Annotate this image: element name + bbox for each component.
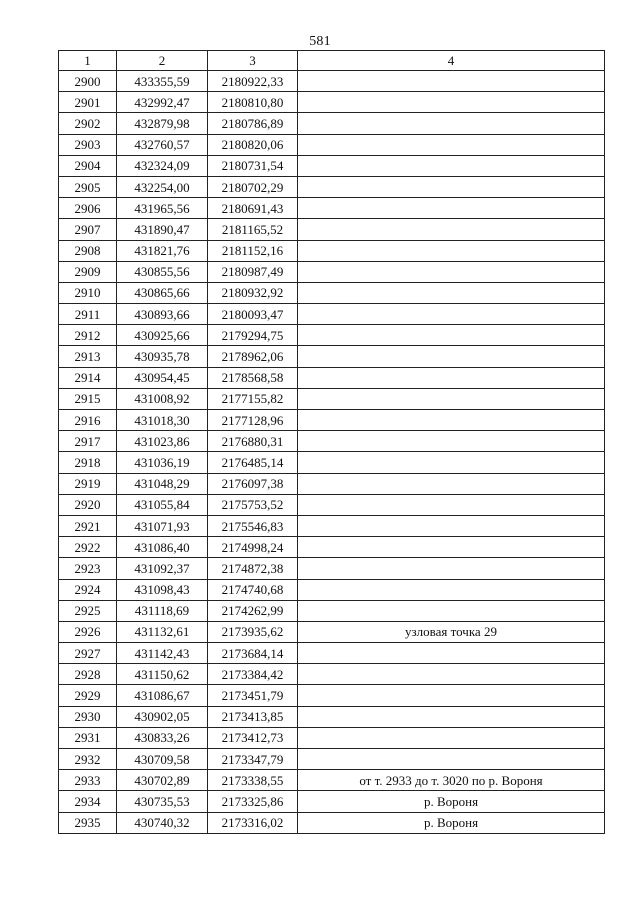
note-cell: [298, 410, 605, 431]
point-number-cell: 2930: [59, 706, 117, 727]
note-cell: [298, 261, 605, 282]
y-coordinate-cell: 2175546,83: [208, 515, 298, 536]
table-row: [59, 558, 605, 579]
x-coordinate-cell: 431142,43: [117, 643, 208, 664]
note-cell: от т. 2933 до т. 3020 по р. Вороня: [298, 770, 605, 791]
note-cell: [298, 219, 605, 240]
point-number-cell: 2913: [59, 346, 117, 367]
point-number-cell: 2934: [59, 791, 117, 812]
y-coordinate-cell: 2176097,38: [208, 473, 298, 494]
y-coordinate-cell: 2173412,73: [208, 727, 298, 748]
point-number-cell: 2911: [59, 304, 117, 325]
y-coordinate-cell: 2179294,75: [208, 325, 298, 346]
x-coordinate-cell: 431086,40: [117, 537, 208, 558]
note-cell: [298, 176, 605, 197]
table-row: [59, 388, 605, 409]
point-number-cell: 2931: [59, 727, 117, 748]
table-row: [59, 113, 605, 134]
x-coordinate-cell: 432992,47: [117, 92, 208, 113]
point-number-cell: 2935: [59, 812, 117, 833]
x-coordinate-cell: 431071,93: [117, 515, 208, 536]
note-cell: [298, 240, 605, 261]
header-row: [59, 51, 605, 71]
y-coordinate-cell: 2173347,79: [208, 749, 298, 770]
x-coordinate-cell: 431098,43: [117, 579, 208, 600]
x-coordinate-cell: 430865,66: [117, 282, 208, 303]
table-row: [59, 770, 605, 791]
table-row: [59, 452, 605, 473]
note-cell: [298, 346, 605, 367]
point-number-cell: 2908: [59, 240, 117, 261]
note-cell: [298, 685, 605, 706]
note-cell: [298, 304, 605, 325]
note-cell: [298, 558, 605, 579]
x-coordinate-cell: 430702,89: [117, 770, 208, 791]
y-coordinate-cell: 2173325,86: [208, 791, 298, 812]
point-number-cell: 2932: [59, 749, 117, 770]
note-cell: [298, 367, 605, 388]
point-number-cell: 2902: [59, 113, 117, 134]
table-row: [59, 304, 605, 325]
coordinates-table: [58, 50, 605, 834]
x-coordinate-cell: 431048,29: [117, 473, 208, 494]
note-cell: [298, 600, 605, 621]
y-coordinate-cell: 2178962,06: [208, 346, 298, 367]
note-cell: [298, 727, 605, 748]
note-cell: [298, 515, 605, 536]
table-row: [59, 410, 605, 431]
x-coordinate-cell: 431018,30: [117, 410, 208, 431]
y-coordinate-cell: 2176485,14: [208, 452, 298, 473]
y-coordinate-cell: 2173316,02: [208, 812, 298, 833]
table-row: [59, 706, 605, 727]
column-header-3: 3: [208, 51, 298, 71]
point-number-cell: 2933: [59, 770, 117, 791]
table-row: [59, 621, 605, 642]
note-cell: [298, 706, 605, 727]
table-row: [59, 219, 605, 240]
y-coordinate-cell: 2180691,43: [208, 198, 298, 219]
x-coordinate-cell: 432879,98: [117, 113, 208, 134]
y-coordinate-cell: 2177128,96: [208, 410, 298, 431]
note-cell: р. Вороня: [298, 791, 605, 812]
note-cell: [298, 431, 605, 452]
column-header-2: 2: [117, 51, 208, 71]
x-coordinate-cell: 430925,66: [117, 325, 208, 346]
note-cell: [298, 71, 605, 92]
y-coordinate-cell: 2178568,58: [208, 367, 298, 388]
table-row: [59, 727, 605, 748]
y-coordinate-cell: 2174998,24: [208, 537, 298, 558]
point-number-cell: 2917: [59, 431, 117, 452]
point-number-cell: 2920: [59, 494, 117, 515]
note-cell: узловая точка 29: [298, 621, 605, 642]
note-cell: [298, 664, 605, 685]
x-coordinate-cell: 430893,66: [117, 304, 208, 325]
point-number-cell: 2914: [59, 367, 117, 388]
x-coordinate-cell: 430740,32: [117, 812, 208, 833]
x-coordinate-cell: 431023,86: [117, 431, 208, 452]
point-number-cell: 2921: [59, 515, 117, 536]
point-number-cell: 2925: [59, 600, 117, 621]
x-coordinate-cell: 432254,00: [117, 176, 208, 197]
x-coordinate-cell: 430935,78: [117, 346, 208, 367]
table-row: [59, 473, 605, 494]
table-row: [59, 537, 605, 558]
point-number-cell: 2926: [59, 621, 117, 642]
note-cell: [298, 282, 605, 303]
y-coordinate-cell: 2180810,80: [208, 92, 298, 113]
point-number-cell: 2907: [59, 219, 117, 240]
table-row: [59, 134, 605, 155]
note-cell: [298, 643, 605, 664]
x-coordinate-cell: 432760,57: [117, 134, 208, 155]
note-cell: [298, 325, 605, 346]
note-cell: [298, 579, 605, 600]
point-number-cell: 2927: [59, 643, 117, 664]
x-coordinate-cell: 431055,84: [117, 494, 208, 515]
point-number-cell: 2924: [59, 579, 117, 600]
table-row: [59, 176, 605, 197]
x-coordinate-cell: 430833,26: [117, 727, 208, 748]
table-row: [59, 812, 605, 833]
x-coordinate-cell: 430709,58: [117, 749, 208, 770]
y-coordinate-cell: 2180731,54: [208, 155, 298, 176]
y-coordinate-cell: 2173384,42: [208, 664, 298, 685]
table-row: [59, 749, 605, 770]
x-coordinate-cell: 430954,45: [117, 367, 208, 388]
column-header-1: 1: [59, 51, 117, 71]
table-row: [59, 515, 605, 536]
y-coordinate-cell: 2174262,99: [208, 600, 298, 621]
x-coordinate-cell: 430855,56: [117, 261, 208, 282]
point-number-cell: 2929: [59, 685, 117, 706]
x-coordinate-cell: 431965,56: [117, 198, 208, 219]
page-number: 581: [309, 34, 331, 49]
table-row: [59, 431, 605, 452]
note-cell: [298, 113, 605, 134]
point-number-cell: 2909: [59, 261, 117, 282]
point-number-cell: 2905: [59, 176, 117, 197]
y-coordinate-cell: 2180932,92: [208, 282, 298, 303]
note-cell: [298, 749, 605, 770]
table-row: [59, 346, 605, 367]
x-coordinate-cell: 432324,09: [117, 155, 208, 176]
y-coordinate-cell: 2180820,06: [208, 134, 298, 155]
table-row: [59, 198, 605, 219]
y-coordinate-cell: 2173684,14: [208, 643, 298, 664]
point-number-cell: 2915: [59, 388, 117, 409]
y-coordinate-cell: 2180922,33: [208, 71, 298, 92]
point-number-cell: 2910: [59, 282, 117, 303]
point-number-cell: 2901: [59, 92, 117, 113]
y-coordinate-cell: 2175753,52: [208, 494, 298, 515]
x-coordinate-cell: 431132,61: [117, 621, 208, 642]
y-coordinate-cell: 2177155,82: [208, 388, 298, 409]
point-number-cell: 2904: [59, 155, 117, 176]
note-cell: [298, 452, 605, 473]
note-cell: [298, 92, 605, 113]
y-coordinate-cell: 2180093,47: [208, 304, 298, 325]
y-coordinate-cell: 2176880,31: [208, 431, 298, 452]
note-cell: [298, 134, 605, 155]
point-number-cell: 2923: [59, 558, 117, 579]
y-coordinate-cell: 2174740,68: [208, 579, 298, 600]
table-row: [59, 643, 605, 664]
y-coordinate-cell: 2174872,38: [208, 558, 298, 579]
note-cell: р. Вороня: [298, 812, 605, 833]
table-row: [59, 600, 605, 621]
table-row: [59, 664, 605, 685]
table-row: [59, 155, 605, 176]
x-coordinate-cell: 431092,37: [117, 558, 208, 579]
point-number-cell: 2906: [59, 198, 117, 219]
table-row: [59, 282, 605, 303]
x-coordinate-cell: 433355,59: [117, 71, 208, 92]
y-coordinate-cell: 2181165,52: [208, 219, 298, 240]
y-coordinate-cell: 2173451,79: [208, 685, 298, 706]
table-row: [59, 261, 605, 282]
table-row: [59, 579, 605, 600]
table-row: [59, 791, 605, 812]
x-coordinate-cell: 431890,47: [117, 219, 208, 240]
x-coordinate-cell: 431008,92: [117, 388, 208, 409]
table-row: [59, 494, 605, 515]
table-body: [59, 71, 605, 834]
note-cell: [298, 473, 605, 494]
point-number-cell: 2919: [59, 473, 117, 494]
y-coordinate-cell: 2173935,62: [208, 621, 298, 642]
x-coordinate-cell: 431118,69: [117, 600, 208, 621]
table-row: [59, 71, 605, 92]
note-cell: [298, 198, 605, 219]
point-number-cell: 2928: [59, 664, 117, 685]
table-header: [59, 51, 605, 71]
x-coordinate-cell: 431150,62: [117, 664, 208, 685]
x-coordinate-cell: 431036,19: [117, 452, 208, 473]
table-row: [59, 685, 605, 706]
y-coordinate-cell: 2181152,16: [208, 240, 298, 261]
y-coordinate-cell: 2173413,85: [208, 706, 298, 727]
y-coordinate-cell: 2180987,49: [208, 261, 298, 282]
y-coordinate-cell: 2173338,55: [208, 770, 298, 791]
note-cell: [298, 155, 605, 176]
x-coordinate-cell: 431821,76: [117, 240, 208, 261]
table-row: [59, 325, 605, 346]
point-number-cell: 2912: [59, 325, 117, 346]
point-number-cell: 2916: [59, 410, 117, 431]
x-coordinate-cell: 430902,05: [117, 706, 208, 727]
note-cell: [298, 388, 605, 409]
table-row: [59, 240, 605, 261]
note-cell: [298, 494, 605, 515]
table-row: [59, 367, 605, 388]
column-header-4: 4: [298, 51, 605, 71]
point-number-cell: 2903: [59, 134, 117, 155]
x-coordinate-cell: 430735,53: [117, 791, 208, 812]
y-coordinate-cell: 2180786,89: [208, 113, 298, 134]
point-number-cell: 2918: [59, 452, 117, 473]
y-coordinate-cell: 2180702,29: [208, 176, 298, 197]
table-row: [59, 92, 605, 113]
point-number-cell: 2900: [59, 71, 117, 92]
note-cell: [298, 537, 605, 558]
x-coordinate-cell: 431086,67: [117, 685, 208, 706]
point-number-cell: 2922: [59, 537, 117, 558]
